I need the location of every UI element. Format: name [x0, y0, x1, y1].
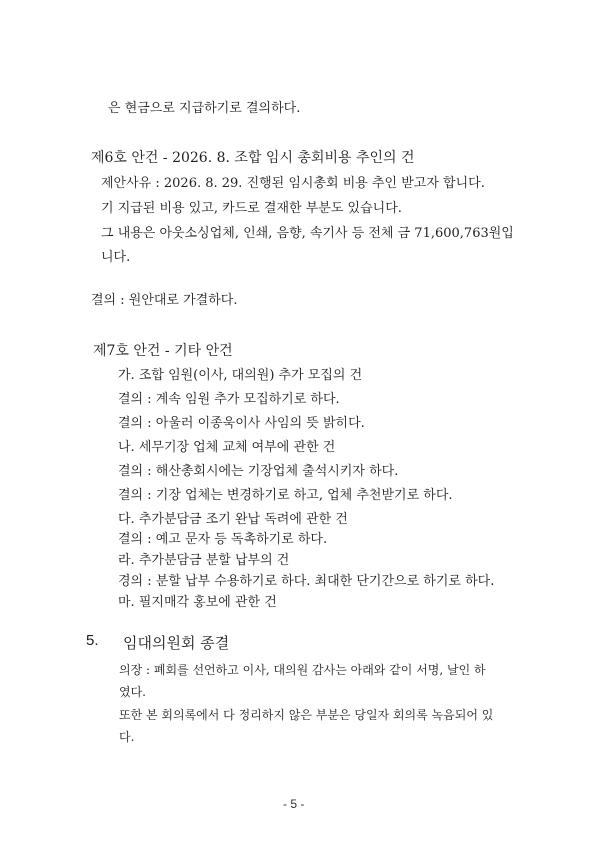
section-title: 임대의원회 종결 — [123, 634, 230, 652]
item6-resolution: 결의 : 원안대로 가결하다. — [91, 293, 238, 308]
item7-line: 결의 : 계속 임원 추가 모집하기로 하다. — [118, 392, 340, 407]
item7-line: 결의 : 해산총회시에는 기장업체 출석시키자 하다. — [118, 464, 399, 479]
continued-line: 은 현금으로 지급하기로 결의하다. — [108, 101, 301, 116]
item7-line: 나. 세무기장 업체 교체 여부에 관한 건 — [118, 440, 336, 455]
item7-line: 가. 조합 임원(이사, 대의원) 추가 모집의 건 — [118, 368, 363, 383]
item7-line: 다. 추가분담금 조기 완납 독려에 관한 건 — [118, 512, 348, 527]
section-line: 였다. — [119, 685, 146, 699]
item7-line: 결의 : 예고 문자 등 독촉하기로 하다. — [118, 532, 328, 547]
item6-title: 제6호 안건 - 2026. 8. 조합 임시 총회비용 추인의 건 — [91, 150, 415, 166]
item6-line: 니다. — [101, 250, 131, 265]
section-line: 또한 본 회의록에서 다 정리하지 않은 부분은 당일자 회의록 녹음되어 있 — [119, 708, 494, 722]
item7-line: 결의 : 아울러 이종욱이사 사임의 뜻 밝히다. — [118, 416, 365, 431]
item7-title: 제7호 안건 - 기타 안건 — [93, 343, 233, 359]
section-number: 5. — [86, 632, 99, 649]
item7-line: 결의 : 기장 업체는 변경하기로 하고, 업체 추천받기로 하다. — [118, 488, 453, 503]
item7-line: 라. 추가분담금 분할 납부의 건 — [118, 553, 290, 568]
item7-line: 마. 필지매각 홍보에 관한 건 — [118, 595, 277, 610]
section-line: 의장 : 폐회를 선언하고 이사, 대의원 감사는 아래와 같이 서명, 날인 하 — [119, 663, 486, 677]
section-line: 다. — [119, 730, 135, 744]
page-number: - 5 - — [283, 797, 305, 811]
item6-line: 그 내용은 아웃소싱업체, 인쇄, 음향, 속기사 등 전체 금 71,600,763원입 — [101, 226, 514, 241]
item6-line: 제안사유 : 2026. 8. 29. 진행된 임시총회 비용 추인 받고자 합니다. — [101, 176, 485, 191]
item6-line: 기 지급된 비용 있고, 카드로 결재한 부분도 있습니다. — [101, 201, 402, 216]
item7-line: 경의 : 분할 납부 수용하기로 하다. 최대한 단기간으로 하기로 하다. — [118, 574, 495, 589]
